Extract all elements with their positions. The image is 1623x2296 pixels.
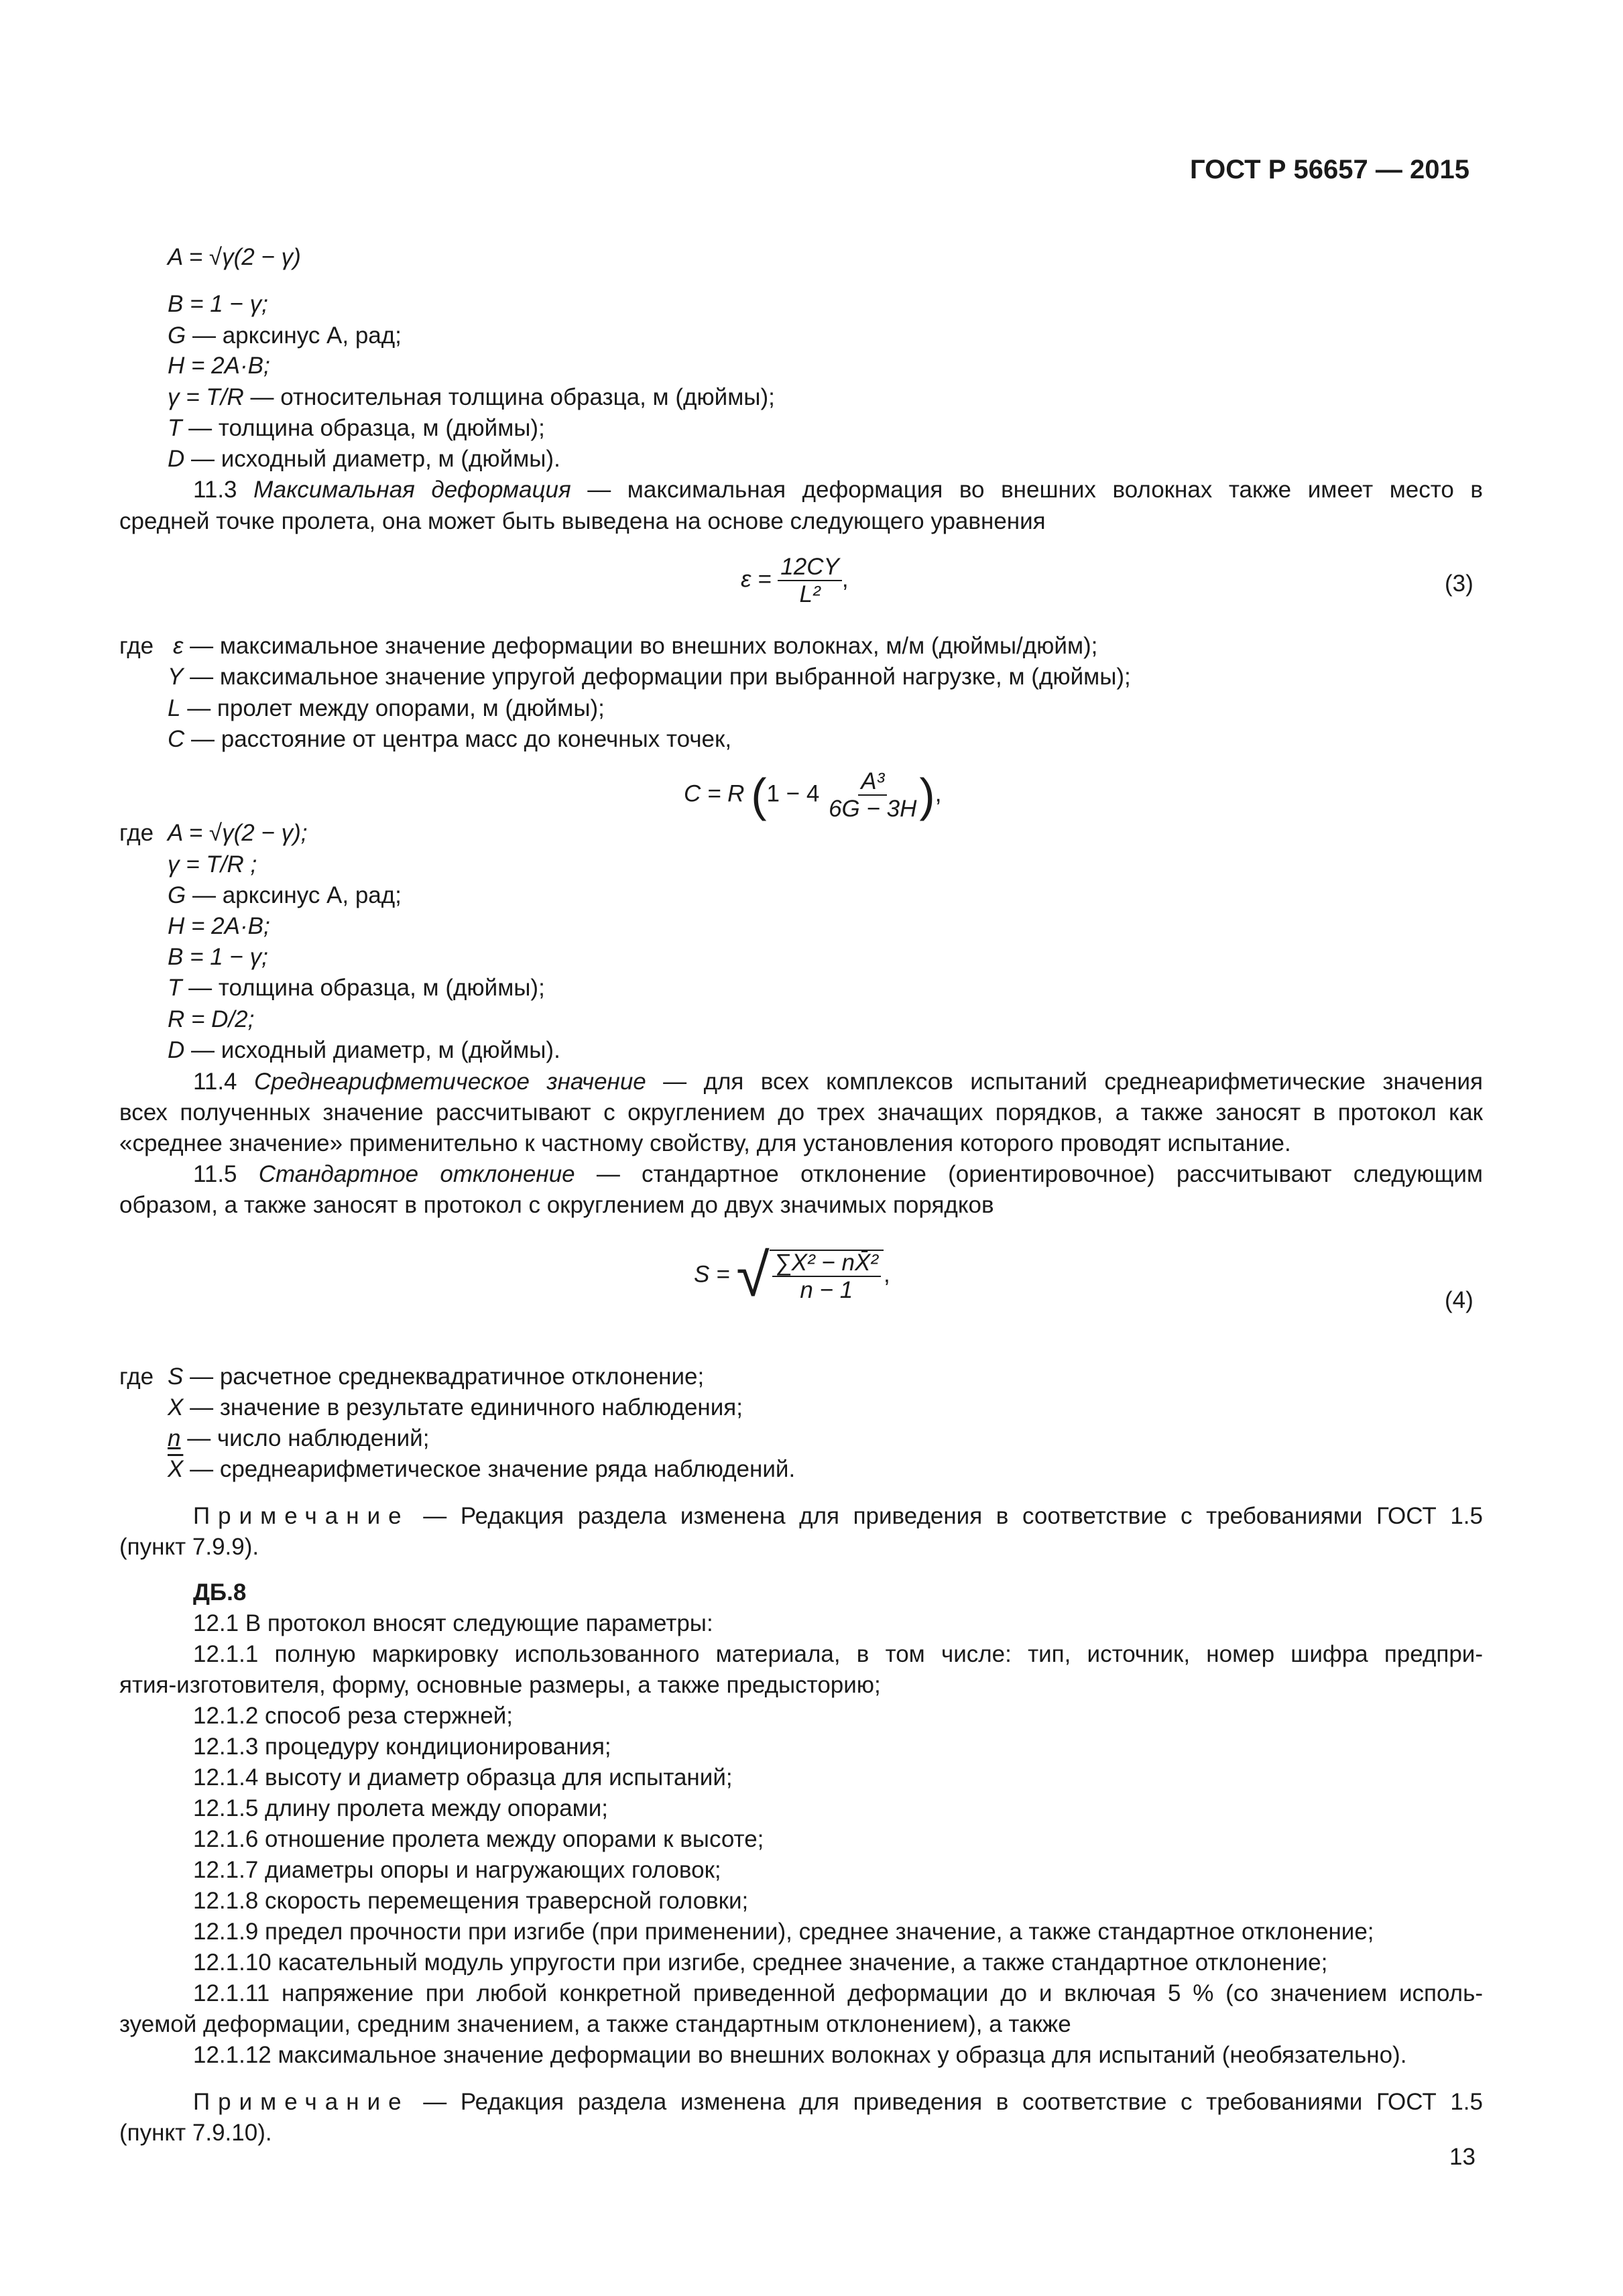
- section-11-3-line1: 11.3 Максимальная деформация — максимальная деформация во внешних волокнах также имеет место в: [193, 477, 1483, 503]
- list-item: 12.1.10 касательный модуль упругости при изгибе, среднее значение, а также стандартное отклонение;: [193, 1949, 1328, 1976]
- document-code: ГОСТ Р 56657 — 2015: [1190, 155, 1469, 184]
- list-item: зуемой деформации, средним значением, а также стандартным отклонением), а также: [119, 2011, 1071, 2037]
- def-d: D — исходный диаметр, м (дюймы).: [168, 446, 560, 472]
- where-label-3: где: [119, 633, 154, 659]
- list-item: 12.1.3 процедуру кондиционирования;: [193, 1734, 611, 1760]
- def-b-2: B = 1 − γ;: [168, 944, 268, 970]
- equation-4-radicand: [770, 1250, 884, 1302]
- list-item: 12.1.7 диаметры опоры и нагружающих головок;: [193, 1857, 721, 1883]
- def-n: n — число наблюдений;: [168, 1425, 430, 1451]
- formula-c: C = R (1 − 4 $\frac{\text{A³}}{6G - 3H}$ ),: [684, 768, 942, 822]
- def-c: C — расстояние от центра масс до конечных точек,: [168, 726, 732, 752]
- def-xbar: $\overline{X}$ — среднеарифметическое значение ряда наблюдений.: [168, 1456, 796, 1482]
- equation-3-number: (3): [1445, 570, 1474, 597]
- equation-4-number: (4): [1445, 1287, 1474, 1313]
- equation-3: ε = $\frac{12CY}{\text{L²}}$ ,: [741, 554, 849, 607]
- list-item: ятия-изготовителя, форму, основные размеры, а также предысторию;: [119, 1672, 881, 1698]
- list-item: 12.1.2 способ реза стержней;: [193, 1703, 514, 1729]
- equation-4-fraction: $\frac{\text{∑X² − nX̄²}}{n - 1}$: [772, 1251, 881, 1302]
- note-1-line2: (пункт 7.9.9).: [119, 1534, 259, 1560]
- sqrt-sign: √: [736, 1242, 770, 1309]
- list-item: 12.1.11 напряжение при любой конкретной приведенной деформации до и включая 5 % (со значением исполь-: [193, 1980, 1483, 2006]
- section-11-3-line2: средней точке пролета, она может быть выведена на основе следующего уравнения: [119, 508, 1046, 534]
- bracket-open: (: [751, 769, 767, 821]
- def-s: S — расчетное среднеквадратичное отклонение;: [168, 1364, 705, 1390]
- page-number: 13: [1449, 2144, 1476, 2170]
- list-item: 12.1.1 полную маркировку использованного материала, в том числе: тип, источник, номер шифра предпри-: [193, 1641, 1483, 1667]
- where-label-4: где: [119, 1364, 154, 1390]
- def-t: T — толщина образца, м (дюймы);: [168, 415, 545, 441]
- list-item: 12.1.5 длину пролета между опорами;: [193, 1795, 608, 1821]
- def-l: L — пролет между опорами, м (дюймы);: [168, 695, 605, 721]
- def-x: X — значение в результате единичного наблюдения;: [168, 1394, 743, 1421]
- def-b: B = 1 − γ;: [168, 291, 268, 317]
- def-r: R = D/2;: [168, 1006, 255, 1032]
- equation-4: S = √ $\frac{\text{∑X² − nX̄²}}{n - 1}$ ,: [694, 1242, 890, 1309]
- section-title-db8: ДБ.8: [193, 1579, 247, 1606]
- section-11-4-line3: «среднее значение» применительно к частному свойству, для установления которого проводят испытание.: [119, 1130, 1291, 1156]
- def-d-2: D — исходный диаметр, м (дюймы).: [168, 1037, 560, 1063]
- section-11-5-line1: 11.5 Стандартное отклонение — стандартное отклонение (ориентировочное) рассчитывают следующим: [193, 1161, 1483, 1187]
- def-epsilon: ε — максимальное значение деформации во внешних волокнах, м/м (дюймы/дюйм);: [173, 633, 1098, 659]
- section-11-4-line1: 11.4 Среднеарифметическое значение — для всех комплексов испытаний среднеарифметические значения: [193, 1069, 1483, 1095]
- def-a-2: A = √γ(2 − γ);: [168, 820, 308, 846]
- list-item: 12.1.9 предел прочности при изгибе (при применении), среднее значение, а также стандартное отклонение;: [193, 1919, 1374, 1945]
- where-label-c: где: [119, 820, 154, 846]
- section-11-5-line2: образом, а также заносят в протокол с округлением до двух значимых порядков: [119, 1192, 994, 1218]
- formula-a: A = √γ(2 − γ): [168, 244, 301, 270]
- section-11-4-line2: всех полученных значение рассчитывают с округлением до трех значащих порядков, а также заносят в протокол как: [119, 1099, 1483, 1126]
- def-t-2: T — толщина образца, м (дюймы);: [168, 975, 545, 1001]
- list-item: 12.1.12 максимальное значение деформации во внешних волокнах у образца для испытаний (необязательно).: [193, 2042, 1407, 2068]
- db8-intro: 12.1 В протокол вносят следующие параметры:: [193, 1610, 713, 1636]
- formula-c-fraction: $\frac{\text{A³}}{6G - 3H}$: [829, 768, 917, 822]
- def-g-2: G — арксинус A, рад;: [168, 882, 402, 908]
- note-2-line2: (пункт 7.9.10).: [119, 2120, 272, 2146]
- def-y: Y — максимальное значение упругой деформации при выбранной нагрузке, м (дюймы);: [168, 664, 1131, 690]
- def-g: G — арксинус A, рад;: [168, 322, 402, 349]
- def-h: H = 2A·B;: [168, 353, 270, 379]
- equation-3-fraction: $\frac{12CY}{\text{L²}}$: [778, 555, 842, 606]
- list-item: 12.1.4 высоту и диаметр образца для испытаний;: [193, 1764, 733, 1791]
- def-gamma-2: γ = T/R ;: [168, 851, 257, 878]
- def-h-2: H = 2A·B;: [168, 913, 270, 939]
- list-item: 12.1.6 отношение пролета между опорами к высоте;: [193, 1826, 764, 1852]
- note-2-line1: Примечание — Редакция раздела изменена для приведения в соответствие с требованиями ГОСТ 1.5: [193, 2089, 1483, 2115]
- bracket-close: ): [919, 769, 935, 821]
- note-1-line1: Примечание — Редакция раздела изменена для приведения в соответствие с требованиями ГОСТ 1.5: [193, 1503, 1483, 1529]
- list-item: 12.1.8 скорость перемещения траверсной головки;: [193, 1888, 749, 1914]
- def-gamma: γ = T/R — относительная толщина образца, м (дюймы);: [168, 384, 775, 410]
